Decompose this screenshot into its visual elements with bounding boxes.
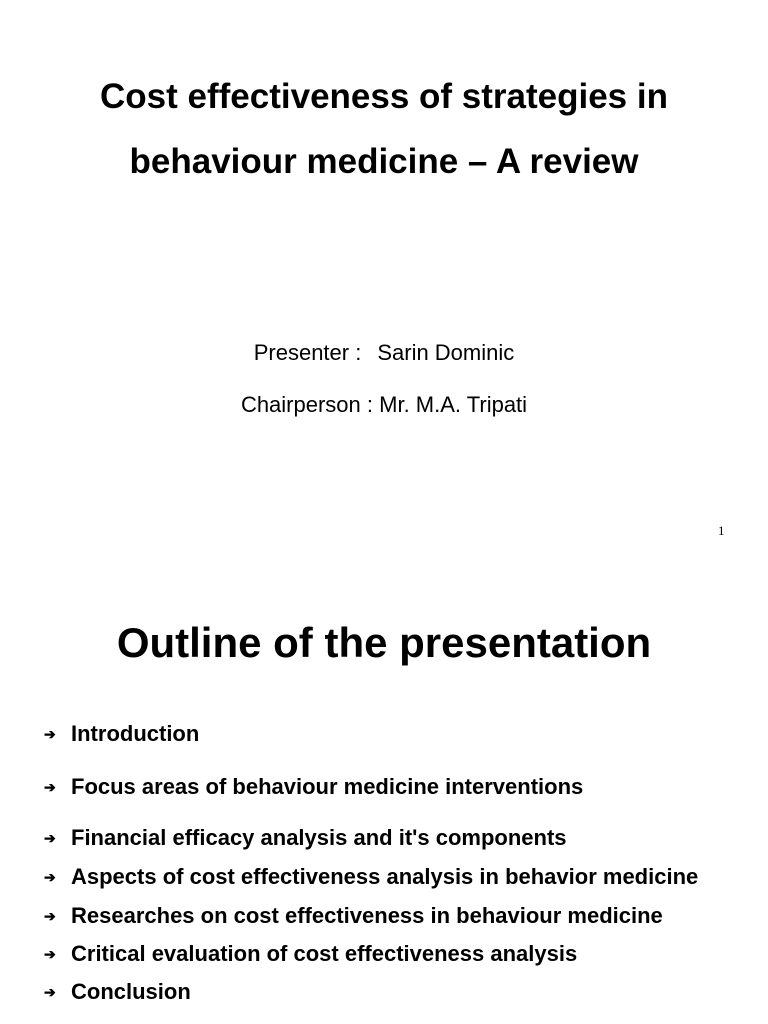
list-item (0, 902, 768, 930)
chairperson-label: Chairperson : (240, 392, 374, 417)
list-item-text: Critical evaluation of cost effectiveness analysis (71, 941, 578, 966)
list-item (0, 720, 768, 748)
arrow-bullet-icon: ➔ (44, 946, 56, 962)
list-item (0, 773, 768, 801)
chairperson-row (0, 392, 768, 418)
slide-title (0, 64, 768, 194)
list-item-text: Financial efficacy analysis and it's components (71, 825, 567, 850)
arrow-bullet-icon: ➔ (44, 984, 56, 1000)
title-line-1: Cost effectiveness of strategies in (100, 77, 668, 116)
arrow-bullet-icon: ➔ (44, 830, 56, 846)
outline-slide (0, 560, 768, 1024)
list-item (0, 978, 768, 1006)
list-item-text: Introduction (71, 721, 200, 746)
arrow-bullet-icon: ➔ (44, 908, 56, 924)
chairperson-name: Mr. M.A. Tripati (379, 392, 528, 417)
list-item-text: Researches on cost effectiveness in behaviour medicine (71, 903, 663, 928)
list-item (0, 940, 768, 968)
list-item-text: Focus areas of behaviour medicine interventions (71, 774, 584, 799)
arrow-bullet-icon: ➔ (44, 726, 56, 742)
list-item (0, 863, 768, 891)
presenter-row (0, 340, 768, 366)
list-item-text: Aspects of cost effectiveness analysis in behavior medicine (71, 864, 699, 889)
list-item-text: Conclusion (71, 979, 191, 1004)
title-line-2: behaviour medicine – A review (129, 142, 639, 181)
presenter-name: Sarin Dominic (377, 340, 515, 365)
arrow-bullet-icon: ➔ (44, 779, 56, 795)
page-number: 1 (718, 523, 725, 538)
presenter-label: Presenter : (253, 340, 362, 365)
arrow-bullet-icon: ➔ (44, 869, 56, 885)
list-item (0, 824, 768, 852)
outline-title: Outline of the presentation (116, 619, 652, 666)
